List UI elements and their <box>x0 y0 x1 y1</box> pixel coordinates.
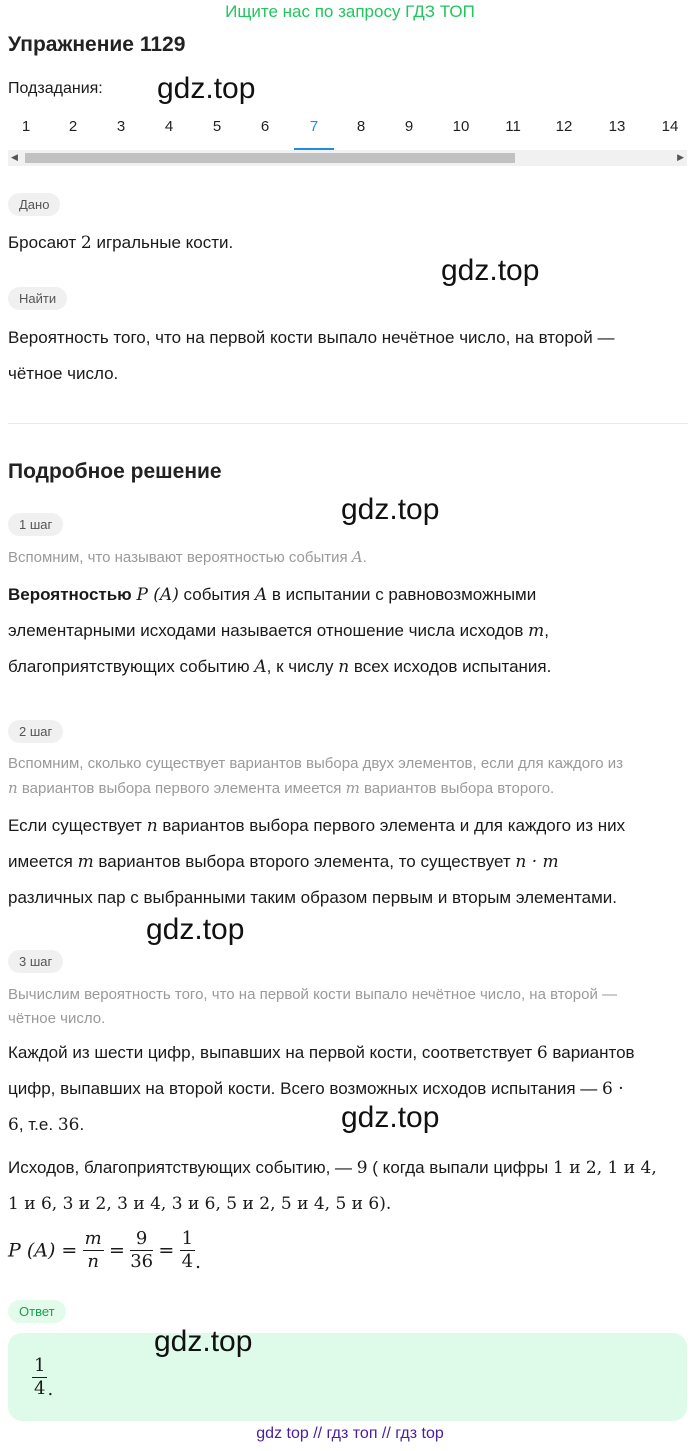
page-title: Упражнение 1129 <box>8 33 186 56</box>
step-3-badge: 3 шаг <box>8 950 63 973</box>
tab-9[interactable]: 9 <box>404 118 414 135</box>
divider <box>8 423 688 424</box>
footer-links[interactable]: gdz top // гдз топ // гдз top <box>256 1425 444 1442</box>
step-2-badge: 2 шаг <box>8 720 63 743</box>
solution-title: Подробное решение <box>8 460 222 483</box>
watermark: gdz.top <box>154 1325 253 1358</box>
watermark: gdz.top <box>441 254 540 287</box>
find-badge: Найти <box>8 287 67 310</box>
answer-box <box>8 1333 687 1421</box>
probability-formula: P (A) = $\frac{m}{n}$ = $\frac{9}{36}$ = $\frac{1}{4}$ . <box>8 1228 202 1273</box>
watermark: gdz.top <box>341 1101 440 1134</box>
find-text: Вероятность того, что на первой кости выпало нечётное число, на второй — чётное число. <box>8 328 615 383</box>
watermark: gdz.top <box>157 72 256 105</box>
step-1-text: Вероятностью P (A) события A в испытании с равновозможными элементарными исходами называется отношение числа исходов m, благоприятствующих событию A, к числу n всех исходов испытания. <box>8 585 552 677</box>
tab-8[interactable]: 8 <box>356 118 366 135</box>
tab-1[interactable]: 1 <box>21 118 31 135</box>
watermark: gdz.top <box>146 913 245 946</box>
tab-7[interactable]: 7 <box>309 118 319 135</box>
answer-value: $\frac{1}{4}$ . <box>34 1355 54 1400</box>
tab-11[interactable]: 11 <box>505 118 521 135</box>
step-1-badge: 1 шаг <box>8 513 63 536</box>
given-badge: Дано <box>8 193 60 216</box>
tabs-scrollbar[interactable] <box>8 150 687 166</box>
step-3-text: Каждой из шести цифр, выпавших на первой кости, соответствует 6 вариантов цифр, выпавших на второй кости. Всего возможных исходов испытания — 6 · 6, т.е. 36. <box>8 1043 635 1135</box>
answer-badge: Ответ <box>8 1300 66 1323</box>
scroll-left-icon[interactable]: ◀ <box>11 152 18 162</box>
scroll-right-icon[interactable]: ▶ <box>677 152 684 162</box>
tab-12[interactable]: 12 <box>555 118 573 135</box>
tab-3[interactable]: 3 <box>116 118 126 135</box>
watermark: gdz.top <box>341 493 440 526</box>
step-3-hint: Вычислим вероятность того, что на первой кости выпало нечётное число, на второй — чётное число. <box>8 986 617 1027</box>
tab-14[interactable]: 14 <box>661 118 679 135</box>
subtask-tabs <box>0 118 700 150</box>
tab-4[interactable]: 4 <box>164 118 174 135</box>
step-1-hint: Вспомним, что называют вероятностью события A. <box>8 548 367 566</box>
tab-6[interactable]: 6 <box>260 118 270 135</box>
step-2-text: Если существует n вариантов выбора первого элемента и для каждого из них имеется m вариантов выбора второго элемента, то существует n · m различных пар с выбранными таким образом первым и вторым элементами. <box>8 816 626 907</box>
step-2-hint: Вспомним, сколько существует вариантов выбора двух элементов, если для каждого из n вариантов выбора первого элемента имеется m вариантов выбора второго. <box>8 755 624 797</box>
tab-2[interactable]: 2 <box>68 118 78 135</box>
tab-10[interactable]: 10 <box>452 118 470 135</box>
step-3-outcomes: Исходов, благоприятствующих событию, — 9 ( когда выпали цифры 1 и 2, 1 и 4, 1 и 6, 3 и 2, 3 и 4, 3 и 6, 5 и 2, 5 и 4, 5 и 6). <box>8 1158 657 1214</box>
subtasks-label: Подзадания: <box>8 80 103 97</box>
scroll-thumb[interactable] <box>25 153 515 163</box>
given-text: Бросают 2 игральные кости. <box>8 233 234 253</box>
search-banner: Ищите нас по запросу ГДЗ ТОП <box>225 2 475 21</box>
tab-5[interactable]: 5 <box>212 118 222 135</box>
tab-13[interactable]: 13 <box>608 118 626 135</box>
